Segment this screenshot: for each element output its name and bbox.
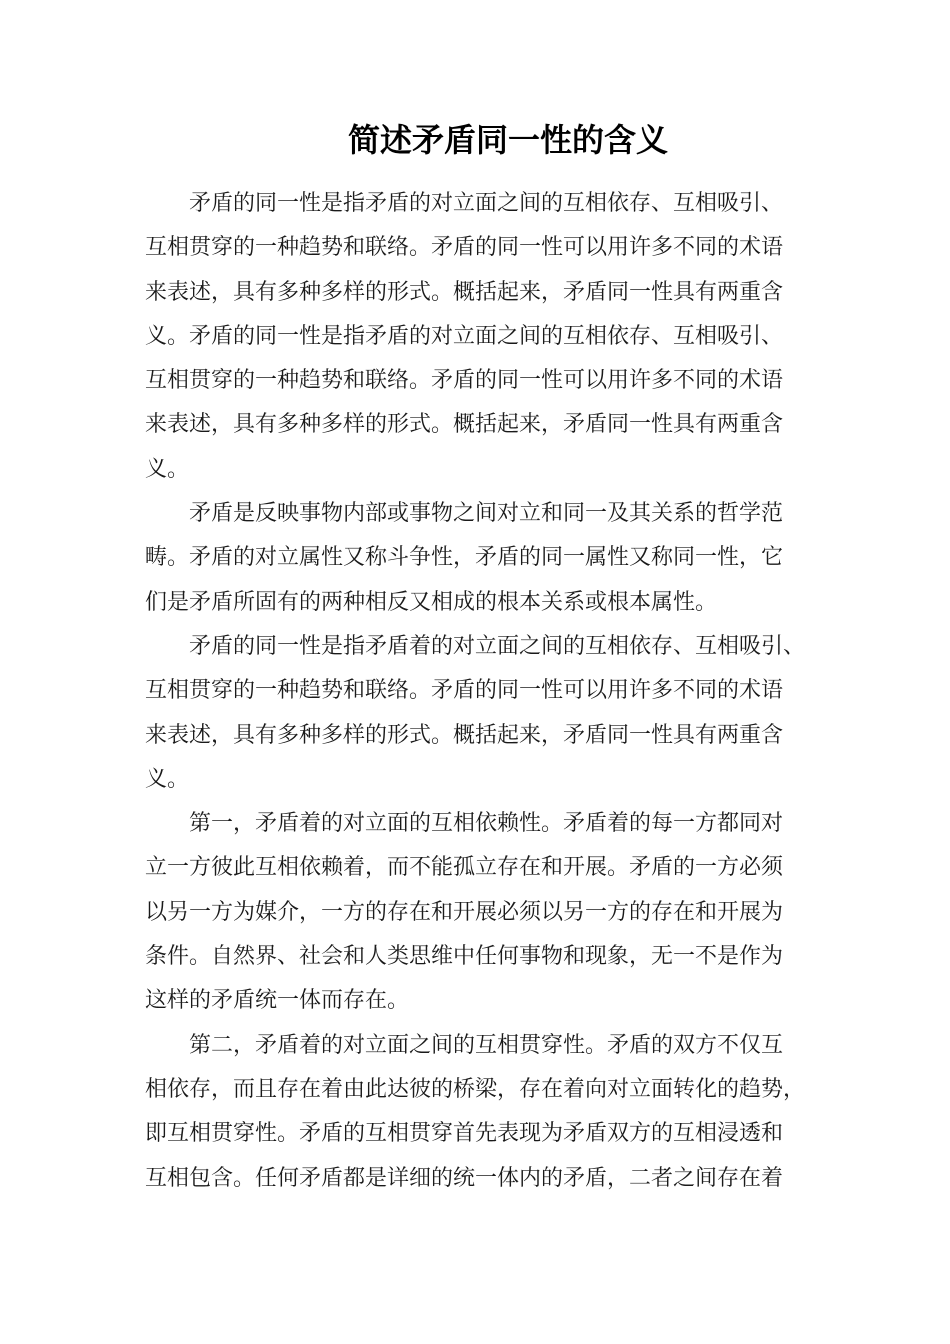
text-line: 来表述，具有多种多样的形式。概括起来，矛盾同一性具有两重含 — [145, 722, 784, 748]
text-line: 立一方彼此互相依赖着，而不能孤立存在和开展。矛盾的一方必须 — [145, 855, 784, 881]
text-line: 相依存，而且存在着由此达彼的桥梁，存在着向对立面转化的趋势， — [145, 1076, 806, 1102]
text-line: 来表述，具有多种多样的形式。概括起来，矛盾同一性具有两重含 — [145, 279, 784, 305]
text-line: 们是矛盾所固有的两种相反又相成的根本关系或根本属性。 — [145, 589, 718, 615]
document-body — [145, 182, 825, 1201]
text-line: 互相贯穿的一种趋势和联络。矛盾的同一性可以用许多不同的术语 — [145, 368, 784, 394]
paragraph-4 — [145, 802, 825, 1023]
paragraph-5 — [145, 1024, 825, 1201]
text-line: 矛盾的同一性是指矛盾着的对立面之间的互相依存、互相吸引、 — [189, 633, 806, 659]
text-line: 义。矛盾的同一性是指矛盾的对立面之间的互相依存、互相吸引、 — [145, 323, 784, 349]
text-line: 义。 — [145, 766, 190, 792]
text-line: 畴。矛盾的对立属性又称斗争性，矛盾的同一属性又称同一性，它 — [145, 545, 784, 571]
text-line: 矛盾是反映事物内部或事物之间对立和同一及其关系的哲学范 — [189, 501, 784, 527]
text-line: 以另一方为媒介，一方的存在和开展必须以另一方的存在和开展为 — [145, 899, 784, 925]
text-line: 互相贯穿的一种趋势和联络。矛盾的同一性可以用许多不同的术语 — [145, 235, 784, 261]
page-title: 简述矛盾同一性的含义 — [347, 121, 668, 159]
paragraph-1 — [145, 182, 825, 492]
text-line: 即互相贯穿性。矛盾的互相贯穿首先表现为矛盾双方的互相浸透和 — [145, 1121, 784, 1147]
text-line: 互相包含。任何矛盾都是详细的统一体内的矛盾，二者之间存在着 — [145, 1165, 784, 1191]
text-line: 来表述，具有多种多样的形式。概括起来，矛盾同一性具有两重含 — [145, 412, 784, 438]
paragraph-3 — [145, 625, 825, 802]
text-line: 条件。自然界、社会和人类思维中任何事物和现象，无一不是作为 — [145, 944, 784, 970]
paragraph-2 — [145, 492, 825, 625]
text-line: 互相贯穿的一种趋势和联络。矛盾的同一性可以用许多不同的术语 — [145, 678, 784, 704]
text-line: 义。 — [145, 456, 190, 482]
text-line: 矛盾的同一性是指矛盾的对立面之间的互相依存、互相吸引、 — [189, 191, 784, 216]
text-line: 第一，矛盾着的对立面的互相依赖性。矛盾着的每一方都同对 — [189, 811, 784, 837]
text-line: 第二，矛盾着的对立面之间的互相贯穿性。矛盾的双方不仅互 — [189, 1032, 784, 1058]
text-line: 这样的矛盾统一体而存在。 — [145, 988, 410, 1014]
